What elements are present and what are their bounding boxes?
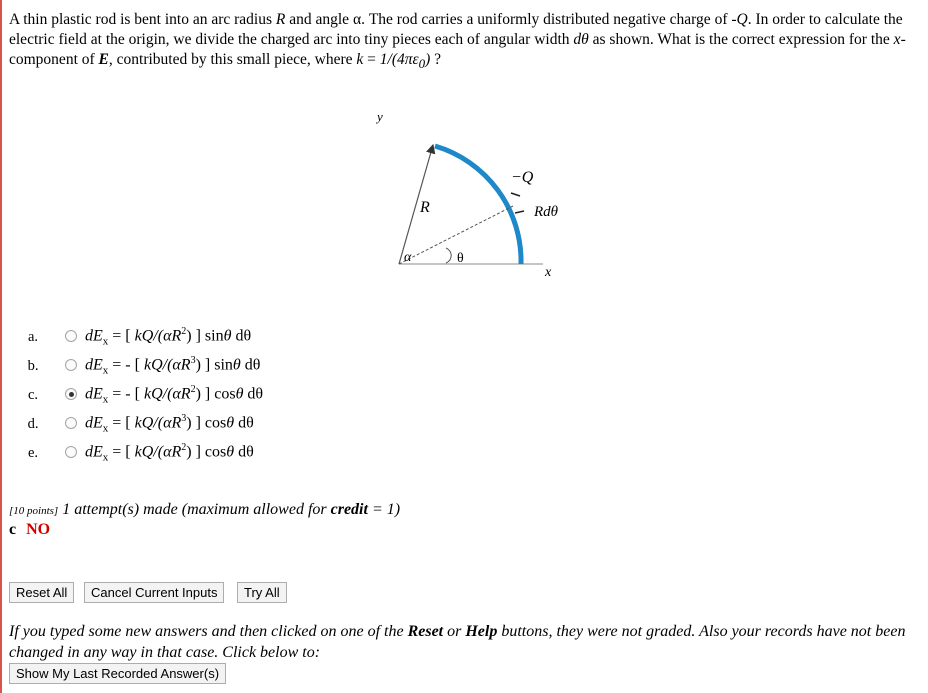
radio-button[interactable] xyxy=(65,359,77,371)
theta-label: θ xyxy=(457,251,464,266)
option-letter: d. xyxy=(27,416,39,432)
dtheta-tick-1 xyxy=(511,193,520,196)
arc-diagram xyxy=(375,105,575,280)
question-text: A thin plastic rod is bent into an arc radius R and angle α. The rod carries a uniformly distributed negative charge of -Q. In order to calculate the electric field at the origin, we divide the charged arc into tiny pieces each of angular width dθ as shown. What is the correct expression for the x-component of E, contributed by this small piece, where $k = 1/(4\pi\varepsilon_0)$ ? xyxy=(9,11,906,72)
option-expression: $dE_x$ = [ $kQ/(\alpha R^2)$ ] sinθ dθ xyxy=(85,326,252,348)
option-expression: $dE_x$ = - [ $kQ/(\alpha R^3)$ ] sinθ dθ xyxy=(85,355,261,377)
option-letter: c. xyxy=(27,387,39,403)
radio-button[interactable] xyxy=(65,330,77,342)
verdict-text: NO xyxy=(26,521,51,538)
option-letter: b. xyxy=(27,358,39,374)
radio-button[interactable] xyxy=(65,417,77,429)
radio-button-selected[interactable] xyxy=(65,388,77,400)
attempts-status: [10 points] 1 attempt(s) made (maximum allowed for credit = 1) xyxy=(9,501,401,518)
charge-label: −Q xyxy=(511,169,534,186)
submission-result xyxy=(9,521,50,539)
radio-button[interactable] xyxy=(65,446,77,458)
x-axis-label: x xyxy=(545,265,552,280)
show-last-answer-button[interactable]: Show My Last Recorded Answer(s) xyxy=(9,663,226,684)
cancel-current-inputs-button[interactable]: Cancel Current Inputs xyxy=(84,582,224,603)
option-expression: $dE_x$ = - [ $kQ/(\alpha R^2)$ ] cosθ dθ xyxy=(85,384,264,406)
left-border-accent xyxy=(0,0,2,693)
option-expression: $dE_x$ = [ $kQ/(\alpha R^3)$ ] cosθ dθ xyxy=(85,413,254,435)
y-axis-label: y xyxy=(377,109,383,124)
option-letter: a. xyxy=(27,329,39,345)
option-expression: $dE_x$ = [ $kQ/(\alpha R^2)$ ] cosθ dθ xyxy=(85,442,254,464)
theta-angle-arc xyxy=(446,248,451,263)
grading-note: If you typed some new answers and then clicked on one of the Reset or Help buttons, they were not graded. Also your records have not been changed in any way in that case. Click below to: xyxy=(9,623,906,661)
reset-all-button[interactable]: Reset All xyxy=(9,582,74,603)
alpha-label: α xyxy=(404,250,412,265)
R-label: R xyxy=(420,199,430,216)
field-line xyxy=(399,206,513,264)
option-letter: e. xyxy=(27,445,39,461)
try-all-button[interactable]: Try All xyxy=(237,582,287,603)
dtheta-tick-2 xyxy=(515,211,524,213)
submitted-answer: c xyxy=(9,521,17,538)
arc-element-label: Rdθ xyxy=(534,204,559,220)
charged-arc xyxy=(435,146,521,264)
